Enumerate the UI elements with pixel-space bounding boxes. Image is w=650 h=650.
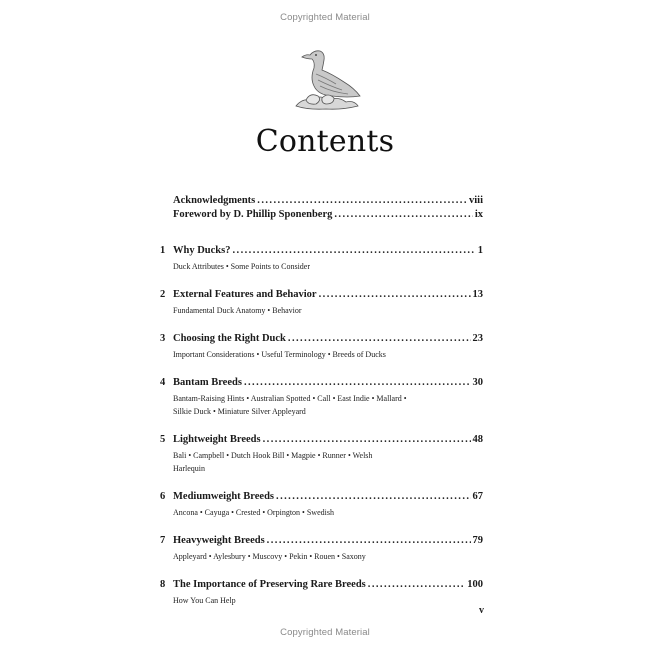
- chapter-page: 67: [472, 491, 483, 502]
- chapter-page: 30: [472, 377, 483, 388]
- toc-chapter-6[interactable]: [160, 490, 483, 519]
- chapter-number: 2: [160, 289, 166, 300]
- toc-chapter-2[interactable]: [160, 288, 483, 317]
- chapter-subtopics: Important Considerations • Useful Terminology • Breeds of Ducks: [173, 350, 386, 359]
- dot-leader: [288, 332, 471, 346]
- dot-leader: [319, 288, 471, 302]
- table-of-contents: [160, 194, 483, 622]
- chapter-number: 3: [160, 333, 166, 344]
- dot-leader: [244, 376, 471, 390]
- chapter-subtopics: Bantam-Raising Hints • Australian Spotted • Call • East Indie • Mallard • Silkie Duck • Miniature Silver Appleyard: [173, 394, 407, 416]
- chapter-page: 79: [472, 535, 483, 546]
- chapter-title: Heavyweight Breeds: [173, 535, 265, 546]
- toc-chapter-1[interactable]: [160, 244, 483, 273]
- chapter-title: External Features and Behavior: [173, 289, 317, 300]
- page-title: Contents: [255, 124, 395, 159]
- chapter-title: The Importance of Preserving Rare Breeds: [173, 579, 366, 590]
- toc-chapter-3[interactable]: [160, 332, 483, 361]
- toc-chapter-5[interactable]: [160, 433, 483, 475]
- entry-page: viii: [468, 195, 483, 206]
- duck-illustration-icon: [292, 40, 364, 114]
- dot-leader: [368, 578, 465, 592]
- entry-label: Foreword by D. Phillip Sponenberg: [173, 209, 333, 220]
- chapter-page: 23: [472, 333, 483, 344]
- page-folio: v: [479, 605, 484, 616]
- chapter-title: Lightweight Breeds: [173, 434, 261, 445]
- dot-leader: [276, 490, 470, 504]
- chapter-page: 13: [472, 289, 483, 300]
- chapter-page: 48: [472, 434, 483, 445]
- toc-entry-foreword[interactable]: [173, 208, 483, 222]
- entry-page: ix: [474, 209, 483, 220]
- dot-leader: [257, 194, 467, 208]
- chapter-number: 8: [160, 579, 166, 590]
- chapter-title: Why Ducks?: [173, 245, 231, 256]
- copyright-watermark-top: Copyrighted Material: [280, 12, 370, 23]
- chapter-page: 100: [467, 579, 483, 590]
- toc-chapter-7[interactable]: [160, 534, 483, 563]
- chapter-subtopics: Duck Attributes • Some Points to Consider: [173, 262, 311, 271]
- chapter-subtopics: Ancona • Cayuga • Crested • Orpington • Swedish: [173, 508, 334, 517]
- dot-leader: [263, 433, 471, 447]
- chapter-subtopics: Fundamental Duck Anatomy • Behavior: [173, 306, 302, 315]
- toc-entry-acknowledgments[interactable]: [173, 194, 483, 208]
- front-matter-list: [173, 194, 483, 222]
- dot-leader: [232, 244, 475, 258]
- dot-leader: [267, 534, 471, 548]
- chapter-number: 6: [160, 491, 166, 502]
- toc-chapter-4[interactable]: [160, 376, 483, 418]
- chapter-subtopics: How You Can Help: [173, 596, 236, 605]
- copyright-watermark-bottom: Copyrighted Material: [280, 627, 370, 638]
- chapter-number: 1: [160, 245, 166, 256]
- chapter-number: 4: [160, 377, 166, 388]
- chapter-subtopics: Appleyard • Aylesbury • Muscovy • Pekin • Rouen • Saxony: [173, 552, 366, 561]
- entry-label: Acknowledgments: [173, 195, 256, 206]
- dot-leader: [334, 208, 472, 222]
- chapter-title: Choosing the Right Duck: [173, 333, 286, 344]
- toc-chapter-8[interactable]: [160, 578, 483, 607]
- chapter-title: Bantam Breeds: [173, 377, 242, 388]
- chapter-title: Mediumweight Breeds: [173, 491, 275, 502]
- chapter-number: 5: [160, 434, 166, 445]
- chapter-page: 1: [477, 245, 483, 256]
- chapter-number: 7: [160, 535, 166, 546]
- chapter-subtopics: Bali • Campbell • Dutch Hook Bill • Magpie • Runner • Welsh Harlequin: [173, 451, 373, 473]
